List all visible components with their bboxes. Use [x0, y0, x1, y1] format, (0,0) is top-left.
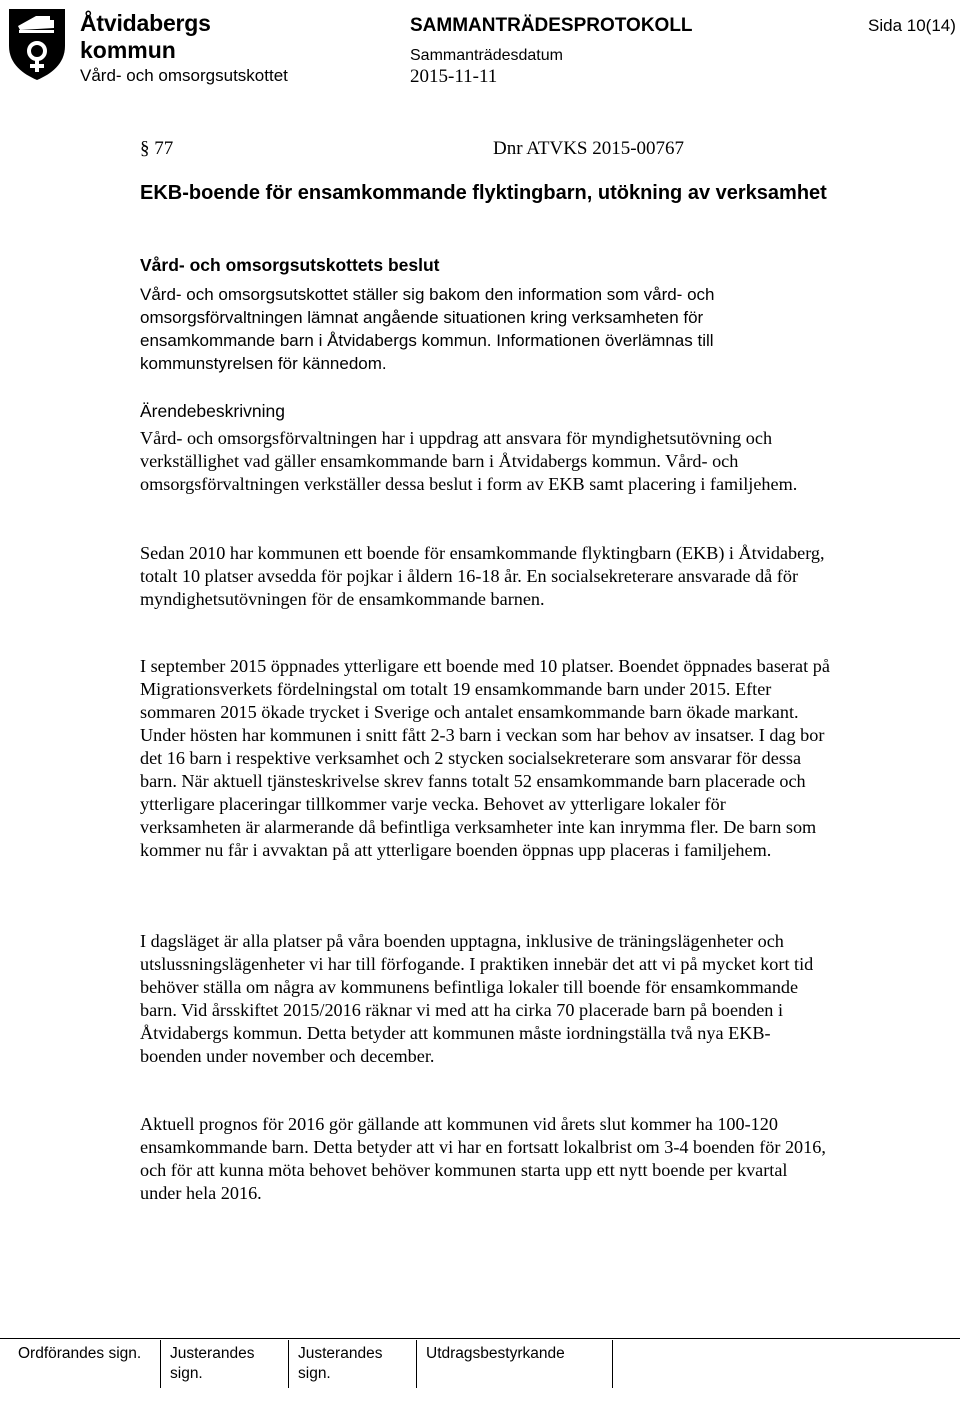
footer-divider	[0, 1338, 960, 1339]
page-number: Sida 10(14)	[868, 16, 956, 35]
footer-certification	[426, 1344, 565, 1364]
footer-separator	[416, 1340, 417, 1388]
org-unit: Vård- och omsorgsutskottet	[80, 66, 288, 85]
footer-label: Ordförandes sign.	[18, 1345, 142, 1362]
meeting-date-label: Sammanträdesdatum	[410, 47, 563, 64]
footer-label: Utdragsbestyrkande	[426, 1345, 565, 1362]
page-title: EKB-boende för ensamkommande flyktingbarn, utökning av verksamhet	[140, 182, 827, 204]
description-paragraph-2: Sedan 2010 har kommunen ett boende för ensamkommande flyktingbarn (EKB) i Åtvidaberg, totalt 10 platser avsedda för pojkar i åldern 16-18 år. En socialsekreterare ansvarade då för myndighetsutövningen för de ensamkommande barnen.	[140, 543, 825, 609]
org-name-line2: kommun	[80, 37, 176, 63]
paragraph-number: § 77	[140, 138, 174, 159]
decision-text: Vård- och omsorgsutskottet ställer sig bakom den information som vård- och omsorgsförvaltningen lämnat angående situationen kring verksamheten för ensamkommande barn i Åtvidabergs kommun. Informationen överlämnas till kommunstyrelsen för kännedom.	[140, 285, 715, 373]
meeting-date: 2015-11-11	[410, 66, 498, 87]
case-number: Dnr ATVKS 2015-00767	[493, 138, 685, 159]
footer-label: Justerandes	[298, 1345, 383, 1362]
footer-label: Justerandes	[170, 1345, 255, 1362]
description-paragraph-5: Aktuell prognos för 2016 gör gällande att kommunen vid årets slut kommer ha 100-120 ensamkommande barn. Detta betyder att vi har en fortsatt lokalbrist om 3-4 boenden för 2016, och för att kunna möta behovet behöver kommunen starta upp ett nytt boende per kvartal under hela 2016.	[140, 1114, 826, 1203]
footer-adjuster-signature-2	[298, 1344, 382, 1384]
municipal-coat-of-arms-icon	[6, 6, 68, 82]
description-paragraph-3: I september 2015 öppnades ytterligare ett boende med 10 platser. Boendet öppnades baserat på Migrationsverkets fördelningstal om totalt 19 ensamkommande barn under 2015. Efter sommaren 2015 ökade trycket i Sverige och antalet ensamkommande barn ökade markant. Under hösten har kommunen i snitt fått 2-3 barn i veckan som har behov av insatser. I dag bor det 16 barn i respektive verksamhet och 2 stycken socialsekreterare som ansvarar för dessa barn. När aktuell tjänsteskrivelse skrev fanns totalt 52 ensamkommande barn placerade och ytterligare placeringar tillkommer varje vecka. Behovet av ytterligare lokaler för verksamheten är alarmerande då befintliga verksamheter inte kan inrymma fler. De barn som kommer nu får i avvaktan på att ytterligare boenden öppnas upp placeras i familjehem.	[140, 656, 830, 860]
document-type: SAMMANTRÄDESPROTOKOLL	[410, 15, 693, 36]
description-paragraph-4: I dagsläget är alla platser på våra boenden upptagna, inklusive de träningslägenheter och utslussningslägenheter vi har till förfogande. I praktiken innebär det att vi på mycket kort tid behöver ställa om några av kommunens befintliga lokaler till boende för ensamkommande barn. Vid årsskiftet 2015/2016 räknar vi med att ha cirka 70 placerade barn på boenden i Åtvidabergs kommun. Detta betyder att kommunen måste iordningställa två nya EKB-boenden under november och december.	[140, 931, 814, 1066]
footer-separator	[288, 1340, 289, 1388]
footer-separator	[160, 1340, 161, 1388]
decision-heading: Vård- och omsorgsutskottets beslut	[140, 255, 440, 275]
footer-adjuster-signature-1	[170, 1344, 254, 1384]
description-paragraph-1: Vård- och omsorgsförvaltningen har i uppdrag att ansvara för myndighetsutövning och verkställighet vad gäller ensamkommande barn i Åtvidabergs kommun. Vård- och omsorgsförvaltningen verkställer dessa beslut i form av EKB samt placering i familjehem.	[140, 428, 798, 494]
footer-label-2: sign.	[170, 1365, 203, 1382]
description-heading: Ärendebeskrivning	[140, 401, 285, 421]
footer-label-2: sign.	[298, 1365, 331, 1382]
footer-separator	[612, 1340, 613, 1388]
org-name-line1: Åtvidabergs	[80, 10, 211, 36]
footer-chair-signature	[18, 1344, 141, 1364]
